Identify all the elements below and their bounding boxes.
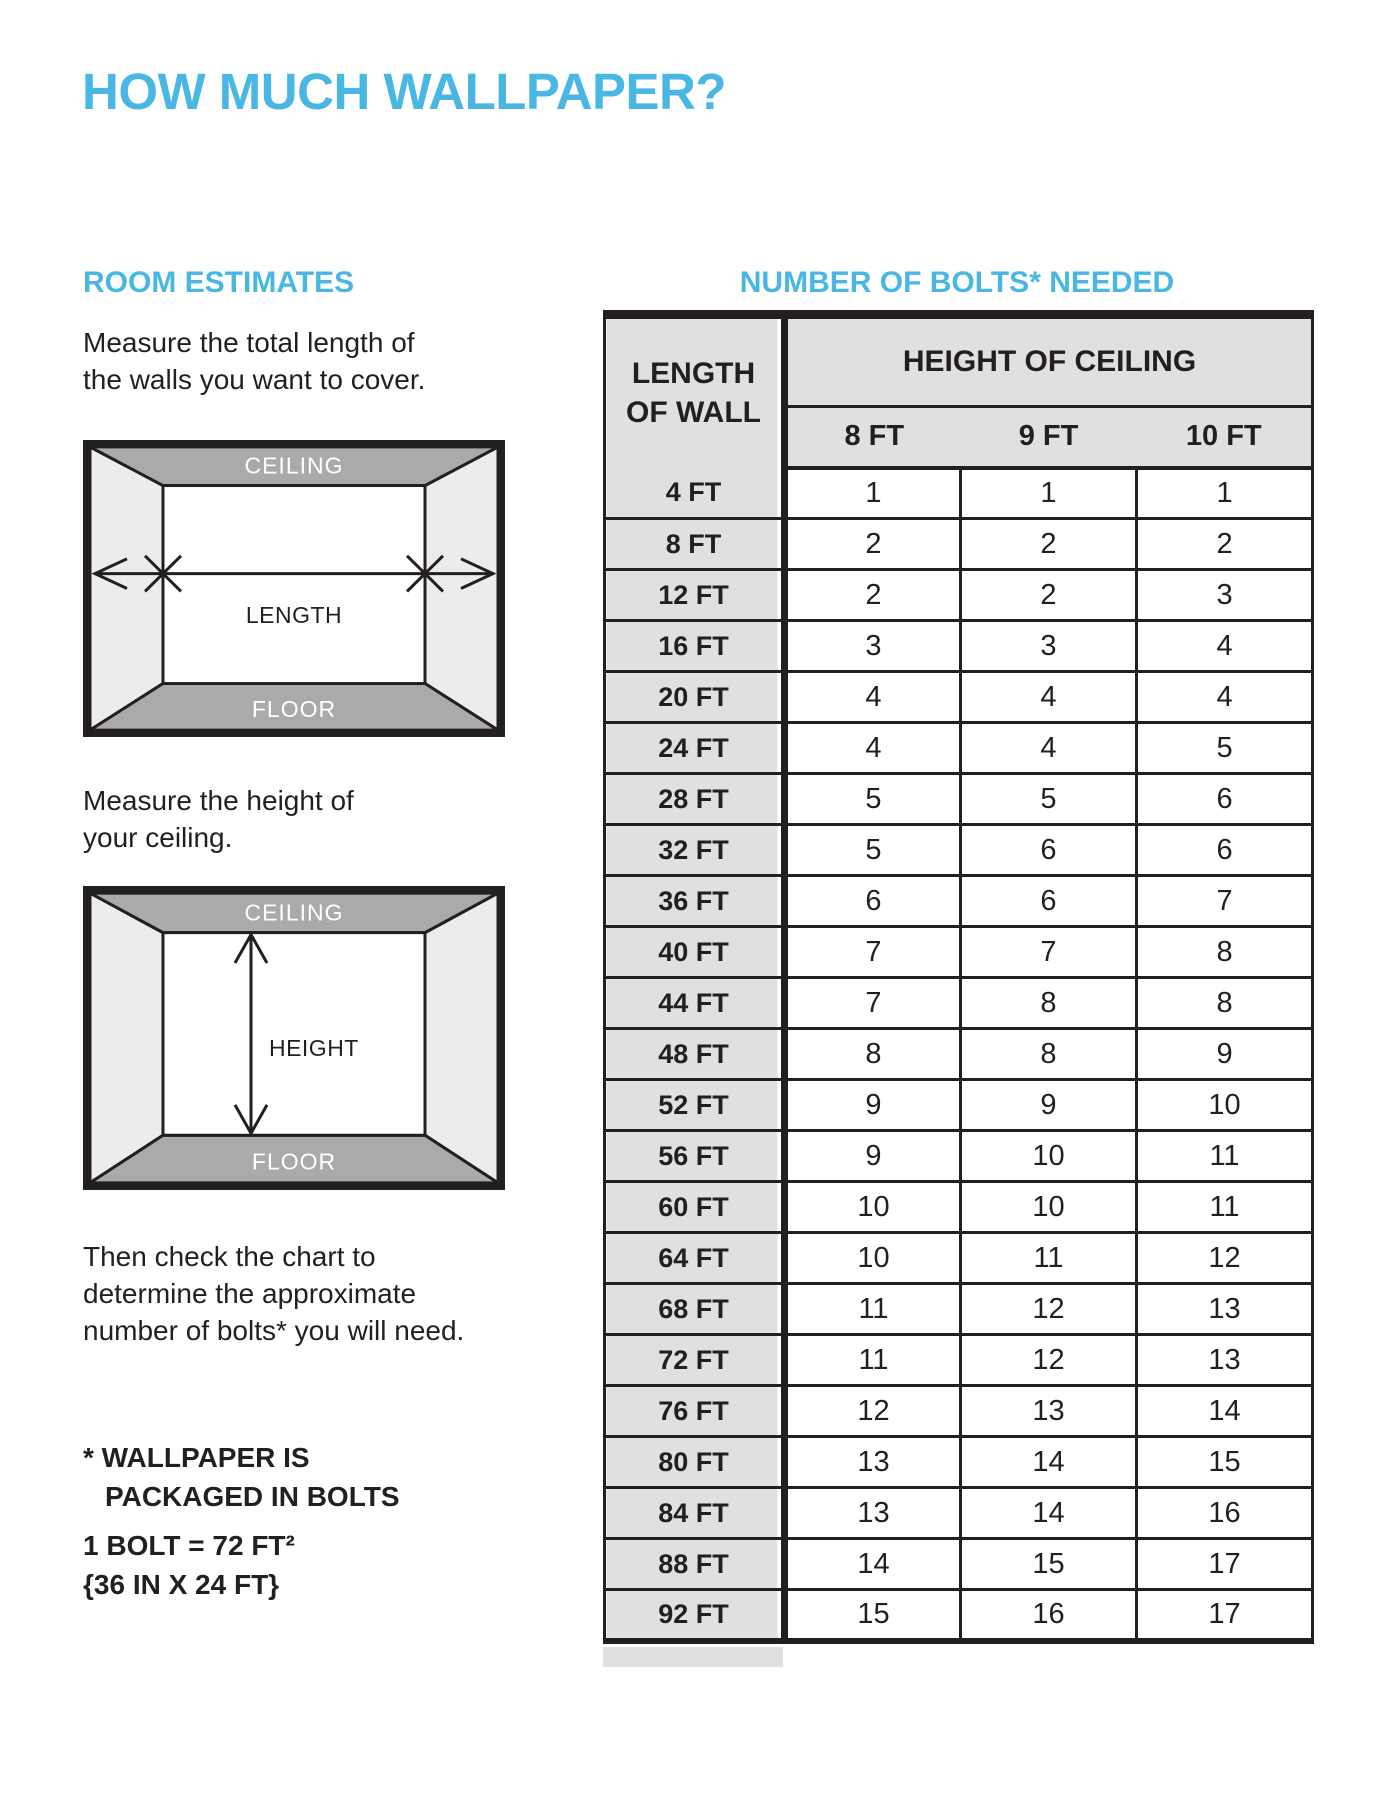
wall-length-cell: 52 FT xyxy=(605,1080,785,1131)
bolt-count-cell: 12 xyxy=(785,1386,961,1437)
wall-length-cell: 8 FT xyxy=(605,519,785,570)
bolt-count-cell: 13 xyxy=(961,1386,1137,1437)
bolt-count-cell: 5 xyxy=(785,825,961,876)
wall-length-cell: 76 FT xyxy=(605,1386,785,1437)
table-tail-strip xyxy=(603,1647,783,1667)
bolt-count-cell: 5 xyxy=(1137,723,1313,774)
wall-length-cell: 40 FT xyxy=(605,927,785,978)
bolt-count-cell: 13 xyxy=(785,1437,961,1488)
page-title: HOW MUCH WALLPAPER? xyxy=(82,63,726,120)
bolt-count-cell: 17 xyxy=(1137,1590,1313,1641)
bolts-table-row xyxy=(605,927,1313,978)
wall-length-cell: 88 FT xyxy=(605,1539,785,1590)
wall-length-cell: 28 FT xyxy=(605,774,785,825)
bolt-count-cell: 4 xyxy=(785,672,961,723)
wall-length-cell: 80 FT xyxy=(605,1437,785,1488)
bolt-count-cell: 6 xyxy=(1137,825,1313,876)
bolt-count-cell: 3 xyxy=(1137,570,1313,621)
bolt-count-cell: 2 xyxy=(1137,519,1313,570)
wall-length-cell: 24 FT xyxy=(605,723,785,774)
bolts-table-row xyxy=(605,1233,1313,1284)
bolts-table xyxy=(603,310,1314,1644)
bolt-count-cell: 1 xyxy=(785,468,961,519)
bolt-count-cell: 2 xyxy=(785,519,961,570)
bolt-count-cell: 3 xyxy=(785,621,961,672)
footnote-line2: PACKAGED IN BOLTS xyxy=(105,1481,400,1512)
bolt-count-cell: 15 xyxy=(961,1539,1137,1590)
step2-line2: your ceiling. xyxy=(83,822,233,853)
bolts-table-row xyxy=(605,672,1313,723)
ceiling-8ft-header: 8 FT xyxy=(785,407,961,468)
bolt-count-cell: 1 xyxy=(1137,468,1313,519)
bolt-count-cell: 4 xyxy=(1137,672,1313,723)
bolt-count-cell: 14 xyxy=(785,1539,961,1590)
height-room-diagram xyxy=(83,886,505,1190)
bolt-count-cell: 8 xyxy=(961,978,1137,1029)
step3-line2: determine the approximate xyxy=(83,1278,417,1309)
bolts-table-row xyxy=(605,1182,1313,1233)
step1-line1: Measure the total length of xyxy=(83,327,415,358)
wall-length-cell: 60 FT xyxy=(605,1182,785,1233)
ceiling-9ft-header: 9 FT xyxy=(961,407,1137,468)
wall-length-cell: 92 FT xyxy=(605,1590,785,1641)
bolt-count-cell: 2 xyxy=(961,519,1137,570)
wall-length-cell: 56 FT xyxy=(605,1131,785,1182)
bolt-count-cell: 8 xyxy=(1137,978,1313,1029)
bolt-count-cell: 11 xyxy=(785,1335,961,1386)
bolt-count-cell: 4 xyxy=(961,723,1137,774)
bolts-table-container xyxy=(603,310,1311,1667)
bolt-spec xyxy=(83,1526,295,1604)
bolt-count-cell: 7 xyxy=(961,927,1137,978)
bolt-count-cell: 10 xyxy=(785,1233,961,1284)
bolt-count-cell: 8 xyxy=(961,1029,1137,1080)
floor-label: FLOOR xyxy=(251,696,337,723)
bolt-count-cell: 11 xyxy=(785,1284,961,1335)
bolts-table-row xyxy=(605,1284,1313,1335)
step1-text xyxy=(83,324,425,398)
bolts-table-body xyxy=(605,468,1313,1641)
room-estimates-heading: ROOM ESTIMATES xyxy=(83,266,355,299)
bolt-count-cell: 7 xyxy=(785,927,961,978)
right-wall xyxy=(425,893,498,1183)
bolts-table-row xyxy=(605,774,1313,825)
bolt-count-cell: 9 xyxy=(961,1080,1137,1131)
bolts-table-heading: NUMBER OF BOLTS* NEEDED xyxy=(739,266,1175,299)
length-of-wall-header xyxy=(605,315,785,468)
floor-label: FLOOR xyxy=(251,1148,337,1175)
bolt-count-cell: 14 xyxy=(961,1488,1137,1539)
bolt-count-cell: 15 xyxy=(1137,1437,1313,1488)
wall-length-cell: 16 FT xyxy=(605,621,785,672)
ceiling-label: CEILING xyxy=(244,452,344,479)
footnote-line1: * WALLPAPER IS xyxy=(83,1442,310,1473)
table-header-row-1 xyxy=(605,315,1313,407)
step2-text xyxy=(83,782,354,856)
bolt-count-cell: 6 xyxy=(785,876,961,927)
bolt-count-cell: 4 xyxy=(1137,621,1313,672)
wall-length-cell: 48 FT xyxy=(605,1029,785,1080)
bolt-count-cell: 9 xyxy=(785,1131,961,1182)
bolt-count-cell: 14 xyxy=(961,1437,1137,1488)
bolts-table-row xyxy=(605,1539,1313,1590)
bolt-spec-line2: {36 IN X 24 FT} xyxy=(83,1569,280,1600)
bolts-table-row xyxy=(605,1590,1313,1641)
height-of-ceiling-header: HEIGHT OF CEILING xyxy=(785,315,1313,407)
bolt-count-cell: 6 xyxy=(961,876,1137,927)
length-header-line1: LENGTH xyxy=(631,357,756,391)
bolt-count-cell: 4 xyxy=(785,723,961,774)
bolt-count-cell: 13 xyxy=(1137,1335,1313,1386)
bolt-count-cell: 13 xyxy=(1137,1284,1313,1335)
bolt-count-cell: 15 xyxy=(785,1590,961,1641)
bolt-spec-line1: 1 BOLT = 72 FT² xyxy=(83,1530,295,1561)
step3-text xyxy=(83,1238,464,1349)
wall-length-cell: 64 FT xyxy=(605,1233,785,1284)
bolt-count-cell: 7 xyxy=(1137,876,1313,927)
bolt-count-cell: 1 xyxy=(961,468,1137,519)
bolts-table-row xyxy=(605,1080,1313,1131)
bolts-table-row xyxy=(605,825,1313,876)
bolts-table-row xyxy=(605,1335,1313,1386)
bolt-count-cell: 8 xyxy=(785,1029,961,1080)
bolts-table-row xyxy=(605,621,1313,672)
bolts-table-row xyxy=(605,876,1313,927)
bolt-count-cell: 9 xyxy=(1137,1029,1313,1080)
bolt-count-cell: 9 xyxy=(785,1080,961,1131)
bolt-count-cell: 6 xyxy=(1137,774,1313,825)
length-measure-label: LENGTH xyxy=(245,602,343,629)
bolt-count-cell: 10 xyxy=(1137,1080,1313,1131)
length-room-diagram xyxy=(83,440,505,737)
bolt-count-cell: 3 xyxy=(961,621,1137,672)
bolts-footnote xyxy=(83,1438,400,1516)
length-header-line2: OF WALL xyxy=(626,396,761,430)
step3-line3: number of bolts* you will need. xyxy=(83,1315,465,1346)
bolts-table-row xyxy=(605,1386,1313,1437)
back-wall xyxy=(163,933,425,1136)
bolt-count-cell: 17 xyxy=(1137,1539,1313,1590)
bolt-count-cell: 10 xyxy=(785,1182,961,1233)
bolt-count-cell: 11 xyxy=(1137,1182,1313,1233)
bolts-table-row xyxy=(605,1488,1313,1539)
bolt-count-cell: 6 xyxy=(961,825,1137,876)
wall-length-cell: 44 FT xyxy=(605,978,785,1029)
bolt-count-cell: 16 xyxy=(961,1590,1137,1641)
bolt-count-cell: 12 xyxy=(961,1335,1137,1386)
bolt-count-cell: 10 xyxy=(961,1182,1137,1233)
wall-length-cell: 68 FT xyxy=(605,1284,785,1335)
wall-length-cell: 72 FT xyxy=(605,1335,785,1386)
back-wall xyxy=(163,486,425,684)
bolt-count-cell: 5 xyxy=(961,774,1137,825)
bolts-table-row xyxy=(605,1029,1313,1080)
bolt-count-cell: 16 xyxy=(1137,1488,1313,1539)
bolt-count-cell: 2 xyxy=(785,570,961,621)
bolt-count-cell: 13 xyxy=(785,1488,961,1539)
step2-line1: Measure the height of xyxy=(83,785,354,816)
bolts-table-row xyxy=(605,978,1313,1029)
left-wall xyxy=(90,893,163,1183)
bolts-table-row xyxy=(605,1437,1313,1488)
wall-length-cell: 36 FT xyxy=(605,876,785,927)
wall-length-cell: 20 FT xyxy=(605,672,785,723)
bolts-table-row xyxy=(605,723,1313,774)
wall-length-cell: 32 FT xyxy=(605,825,785,876)
bolt-count-cell: 11 xyxy=(1137,1131,1313,1182)
ceiling-label: CEILING xyxy=(244,899,344,926)
bolt-count-cell: 2 xyxy=(961,570,1137,621)
step1-line2: the walls you want to cover. xyxy=(83,364,426,395)
bolts-table-row xyxy=(605,519,1313,570)
bolt-count-cell: 14 xyxy=(1137,1386,1313,1437)
ceiling-10ft-header: 10 FT xyxy=(1137,407,1313,468)
bolt-count-cell: 11 xyxy=(961,1233,1137,1284)
wall-length-cell: 12 FT xyxy=(605,570,785,621)
bolt-count-cell: 4 xyxy=(961,672,1137,723)
wall-length-cell: 84 FT xyxy=(605,1488,785,1539)
bolt-count-cell: 5 xyxy=(785,774,961,825)
bolts-table-row xyxy=(605,468,1313,519)
step3-line1: Then check the chart to xyxy=(83,1241,376,1272)
height-measure-label: HEIGHT xyxy=(269,1035,359,1062)
bolt-count-cell: 12 xyxy=(961,1284,1137,1335)
wall-length-cell: 4 FT xyxy=(605,468,785,519)
bolt-count-cell: 10 xyxy=(961,1131,1137,1182)
bolt-count-cell: 7 xyxy=(785,978,961,1029)
bolt-count-cell: 12 xyxy=(1137,1233,1313,1284)
bolts-table-row xyxy=(605,1131,1313,1182)
bolts-table-row xyxy=(605,570,1313,621)
bolt-count-cell: 8 xyxy=(1137,927,1313,978)
